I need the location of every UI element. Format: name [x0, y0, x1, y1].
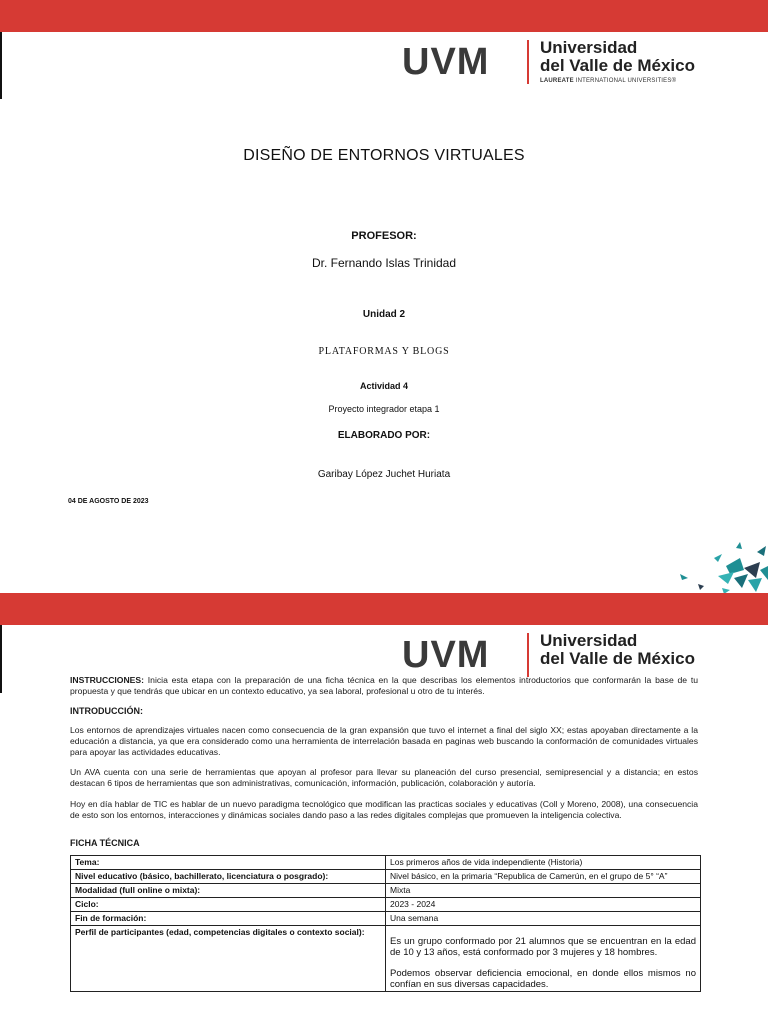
course-title: DISEÑO DE ENTORNOS VIRTUALES: [243, 147, 525, 164]
ficha-key: Fin de formación:: [71, 912, 386, 926]
professor-label: PROFESOR:: [351, 230, 417, 242]
logo-name-line2: del Valle de México: [540, 56, 695, 75]
ficha-value: 2023 - 2024: [386, 898, 701, 912]
unit-topic: PLATAFORMAS Y BLOGS: [318, 346, 450, 357]
ficha-heading: FICHA TÉCNICA: [70, 838, 140, 848]
decorative-triangles-icon: [678, 540, 768, 593]
logo-mark: UVM: [402, 41, 490, 83]
table-row: [71, 898, 701, 912]
ficha-key: Tema:: [71, 856, 386, 870]
ficha-value: [386, 926, 701, 992]
ficha-key: Modalidad (full online o mixta):: [71, 884, 386, 898]
ficha-table: [70, 855, 701, 992]
logo-name-line1: Universidad: [540, 38, 638, 57]
logo-mark: UVM: [402, 634, 490, 676]
ficha-value: Nivel básico, en la primaria “Republica de Camerún, en el grupo de 5° “A”: [386, 870, 701, 884]
ficha-key: Nivel educativo (básico, bachillerato, licenciatura o posgrado):: [71, 870, 386, 884]
content-page: [0, 593, 768, 1024]
left-edge-line: [0, 625, 2, 693]
intro-paragraph-2: Un AVA cuenta con una serie de herramientas que apoyan al profesor para llevar su planeación del curso presencial, semipresencial y a distancia; en estos destacan 6 tipos de herramientas que son administrativas, comunicación, información, publicación, colaboración y autoría.: [70, 767, 698, 788]
uvm-logo: [402, 40, 702, 84]
ficha-key: Ciclo:: [71, 898, 386, 912]
project-label: Proyecto integrador etapa 1: [328, 404, 440, 414]
intro-paragraph-3: Hoy en día hablar de TIC es hablar de un nuevo paradigma tecnológico que modifican las practicas sociales y educativas (Coll y Moreno, 2008), una consecuencia de esto son los entornos, interacciones y dinámicas sociales dando paso a las redes digitales complejas que promueven la inteligencia colectiva.: [70, 799, 698, 820]
header-red-bar: [0, 0, 768, 32]
activity-label: Actividad 4: [359, 381, 408, 391]
professor-name: Dr. Fernando Islas Trinidad: [311, 256, 457, 270]
date: 04 DE AGOSTO DE 2023: [68, 498, 149, 505]
unit-label: Unidad 2: [362, 309, 406, 320]
logo-name-line2: del Valle de México: [540, 649, 695, 668]
table-row: [71, 926, 701, 992]
ficha-value: Mixta: [386, 884, 701, 898]
intro-paragraph-1: Los entornos de aprendizajes virtuales nacen como consecuencia de la gran expansión que tuvo el internet a final del siglo XX; estas apoyaban directamente a la educación a distancia, ya que era considerado como una herramienta de interrelación basada en paginas web buscando la conformación de comunidades virtuales para apoyar las actividades educativas.: [70, 725, 698, 757]
table-row: [71, 912, 701, 926]
left-edge-line: [0, 32, 2, 99]
table-row: [71, 884, 701, 898]
intro-heading: INTRODUCCIÓN:: [70, 706, 143, 716]
header-red-bar: [0, 593, 768, 625]
instructions-paragraph: INSTRUCCIONES: Inicia esta etapa con la preparación de una ficha técnica en la que describas los elementos introductorios que conformarán la base de tu propuesta y que tendrás que ubicar en un contexto educativo, ya sea laboral, profesional u otro de tu interés.: [70, 675, 698, 696]
uvm-logo: [402, 633, 702, 677]
ficha-value: Una semana: [386, 912, 701, 926]
table-row: [71, 856, 701, 870]
logo-name-line1: Universidad: [540, 631, 638, 650]
student-name: Garibay López Juchet Huriata: [317, 469, 451, 480]
logo-separator: [527, 633, 529, 677]
ficha-value: Los primeros años de vida independiente (Historia): [386, 856, 701, 870]
logo-separator: [527, 40, 529, 84]
perfil-paragraph-2: Podemos observar deficiencia emocional, en donde ellos mismos no confían en sus diversas capacidades.: [390, 968, 696, 990]
logo-tagline: LAUREATE INTERNATIONAL UNIVERSITIES®: [540, 78, 677, 84]
perfil-paragraph-1: Es un grupo conformado por 21 alumnos que se encuentran en la edad de 10 y 13 años, está conformado por 3 mujeres y 18 hombres.: [390, 936, 696, 958]
prepared-by-label: ELABORADO POR:: [337, 430, 431, 441]
table-row: [71, 870, 701, 884]
ficha-key: Perfil de participantes (edad, competencias digitales o contexto social):: [71, 926, 386, 992]
